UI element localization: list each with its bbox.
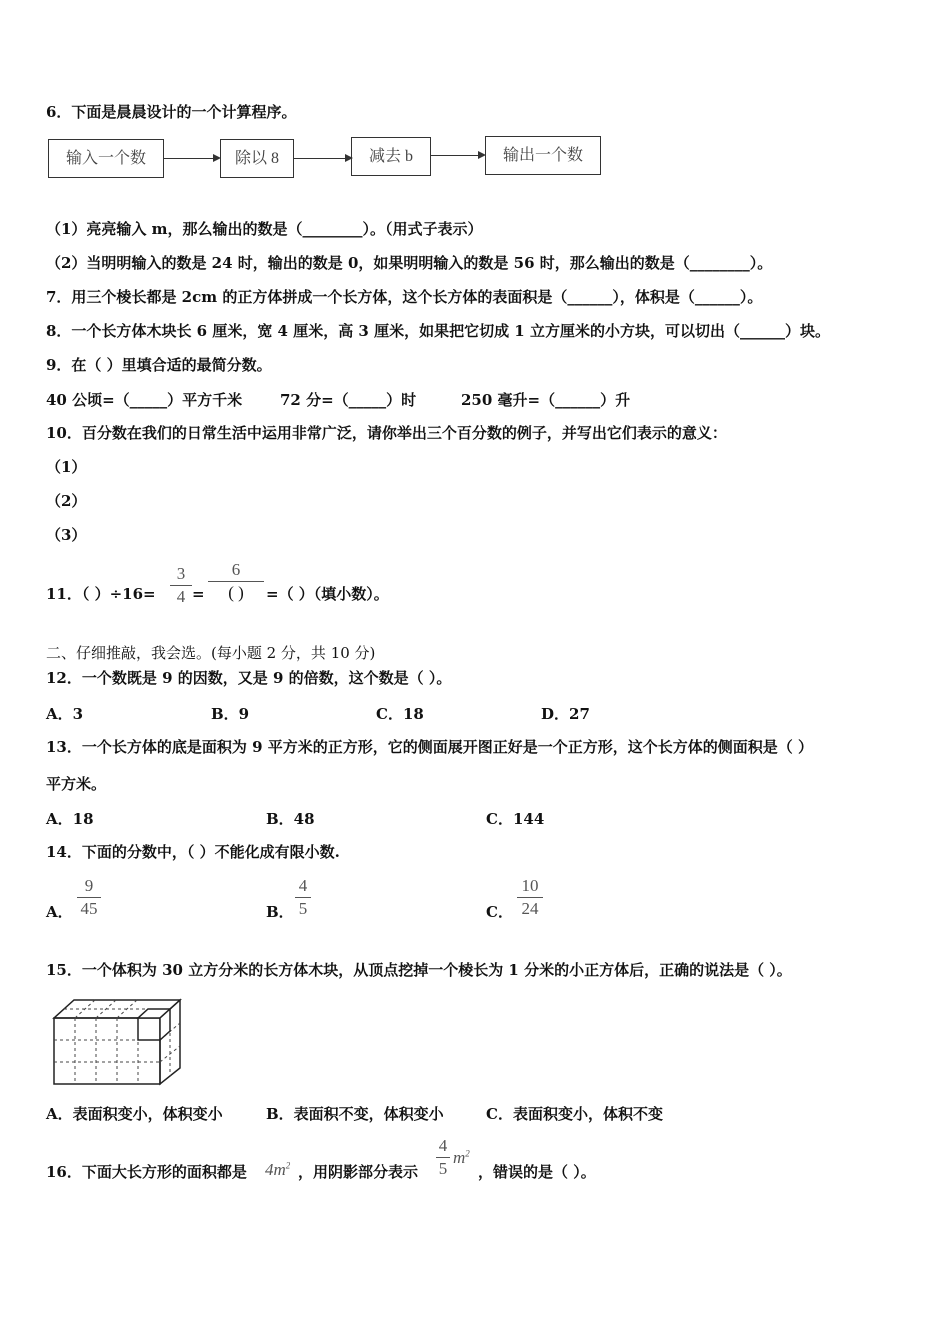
- q13-option-c[interactable]: C．144: [486, 810, 545, 828]
- flow-arrow-3: [431, 155, 479, 156]
- flow-arrow-1: [164, 158, 214, 159]
- q11-frac2-denominator: ( ): [228, 583, 244, 602]
- q16-area-value: 4m: [265, 1160, 286, 1179]
- q14-option-b-label[interactable]: B．: [266, 903, 294, 921]
- q10-item-1: （1）: [46, 458, 87, 476]
- q15-option-b[interactable]: B．表面积不变，体积变小: [266, 1105, 444, 1123]
- q12-title: 12．一个数既是 9 的因数，又是 9 的倍数，这个数是（ ）。: [46, 669, 452, 687]
- flow-arrow-2: [294, 158, 346, 159]
- section-2-heading: 二、仔细推敲，我会选。(每小题 2 分，共 10 分): [46, 644, 376, 662]
- q14-option-c-fraction[interactable]: [517, 876, 543, 919]
- q16-area: [265, 1160, 290, 1180]
- q16-prefix: 16．下面大长方形的面积都是: [46, 1163, 247, 1181]
- flow-box-input: 输入一个数: [48, 139, 164, 178]
- flow-box-divide: 除以 8: [220, 139, 294, 178]
- q14-option-c-label[interactable]: C．: [486, 903, 513, 921]
- q11-frac1-denominator: 4: [176, 587, 186, 606]
- q15-title: 15．一个体积为 30 立方分米的长方体木块，从顶点挖掉一个棱长为 1 分米的小正方体后，正确的说法是（ ）。: [46, 961, 792, 979]
- q16-unit: [453, 1148, 470, 1168]
- q14-option-a-fraction[interactable]: [77, 876, 101, 919]
- q11-prefix: 11．（ ）÷16=: [46, 585, 156, 603]
- q14-a-denominator: 45: [80, 899, 98, 918]
- q15-option-a[interactable]: A．表面积变小，体积变小: [46, 1105, 223, 1123]
- q14-option-a-label[interactable]: A．: [46, 903, 73, 921]
- q13-title: 13．一个长方体的底是面积为 9 平方米的正方形，它的侧面展开图正好是一个正方形，这个长方体的侧面积是（ ）: [46, 738, 813, 756]
- fraction-bar: [208, 581, 264, 582]
- q13-option-b[interactable]: B．48: [266, 810, 315, 828]
- q13-option-a[interactable]: A．18: [46, 810, 94, 828]
- q16-denominator: 5: [438, 1159, 448, 1178]
- q16-unit-exponent: 2: [465, 1148, 470, 1159]
- fraction-bar: [517, 897, 543, 898]
- q11-suffix: =（ ）（填小数）。: [266, 585, 389, 603]
- q10-item-2: （2）: [46, 492, 87, 510]
- q15-option-c[interactable]: C．表面积变小，体积不变: [486, 1105, 663, 1123]
- q14-title: 14．下面的分数中，（ ）不能化成有限小数.: [46, 843, 340, 861]
- q9-item-b: 72 分=（_____）时: [280, 391, 417, 409]
- fraction-bar: [436, 1157, 450, 1158]
- q16-fraction: [436, 1136, 450, 1179]
- cuboid-figure: [50, 996, 185, 1090]
- q12-option-b[interactable]: B．9: [211, 705, 250, 723]
- q16-area-exponent: 2: [285, 1160, 291, 1171]
- q6-part2: （2）当明明输入的数是 24 时，输出的数是 0，如果明明输入的数是 56 时，那么输出的数是（________）。: [46, 254, 773, 272]
- q14-c-numerator: 10: [521, 876, 539, 895]
- q13-title-cont: 平方米。: [46, 775, 107, 793]
- q11-frac2-numerator: 6: [231, 560, 241, 579]
- q7-text: 7．用三个棱长都是 2cm 的正方体拼成一个长方体，这个长方体的表面积是（______），体积是（______）。: [46, 288, 763, 306]
- fraction-bar: [77, 897, 101, 898]
- q12-option-c[interactable]: C．18: [376, 705, 424, 723]
- q11-equals: =: [192, 585, 205, 603]
- q8-text: 8．一个长方体木块长 6 厘米，宽 4 厘米，高 3 厘米，如果把它切成 1 立方厘米的小方块，可以切出（______）块。: [46, 322, 830, 340]
- q9-item-a: 40 公顷=（_____）平方千米: [46, 391, 243, 409]
- q9-title: 9．在（ ）里填合适的最简分数。: [46, 356, 272, 374]
- flow-box-subtract: 减去 b: [351, 137, 431, 176]
- q16-numerator: 4: [438, 1136, 448, 1155]
- q11-frac1-numerator: 3: [176, 564, 186, 583]
- fraction-bar: [170, 585, 192, 586]
- q16-unit-value: m: [453, 1148, 466, 1167]
- flow-box-output: 输出一个数: [485, 136, 601, 175]
- q14-c-denominator: 24: [521, 899, 539, 918]
- q12-option-a[interactable]: A．3: [46, 705, 84, 723]
- q14-a-numerator: 9: [84, 876, 94, 895]
- q12-option-d[interactable]: D．27: [541, 705, 590, 723]
- q16-suffix: ，错误的是（ ）。: [478, 1163, 596, 1181]
- q14-option-b-fraction[interactable]: [295, 876, 311, 919]
- q6-title: 6．下面是晨晨设计的一个计算程序。: [46, 103, 297, 121]
- fraction-bar: [295, 897, 311, 898]
- q14-b-numerator: 4: [298, 876, 308, 895]
- q6-part1: （1）亮亮输入 m，那么输出的数是（________）。（用式子表示）: [46, 220, 483, 238]
- q16-mid: ，用阴影部分表示: [298, 1163, 419, 1181]
- q10-title: 10．百分数在我们的日常生活中运用非常广泛，请你举出三个百分数的例子，并写出它们表示的意义：: [46, 424, 727, 442]
- q10-item-3: （3）: [46, 526, 87, 544]
- q11-fraction-1: [170, 564, 192, 607]
- q9-item-c: 250 毫升=（______）升: [461, 391, 631, 409]
- q11-fraction-2: [208, 560, 264, 603]
- q14-b-denominator: 5: [298, 899, 308, 918]
